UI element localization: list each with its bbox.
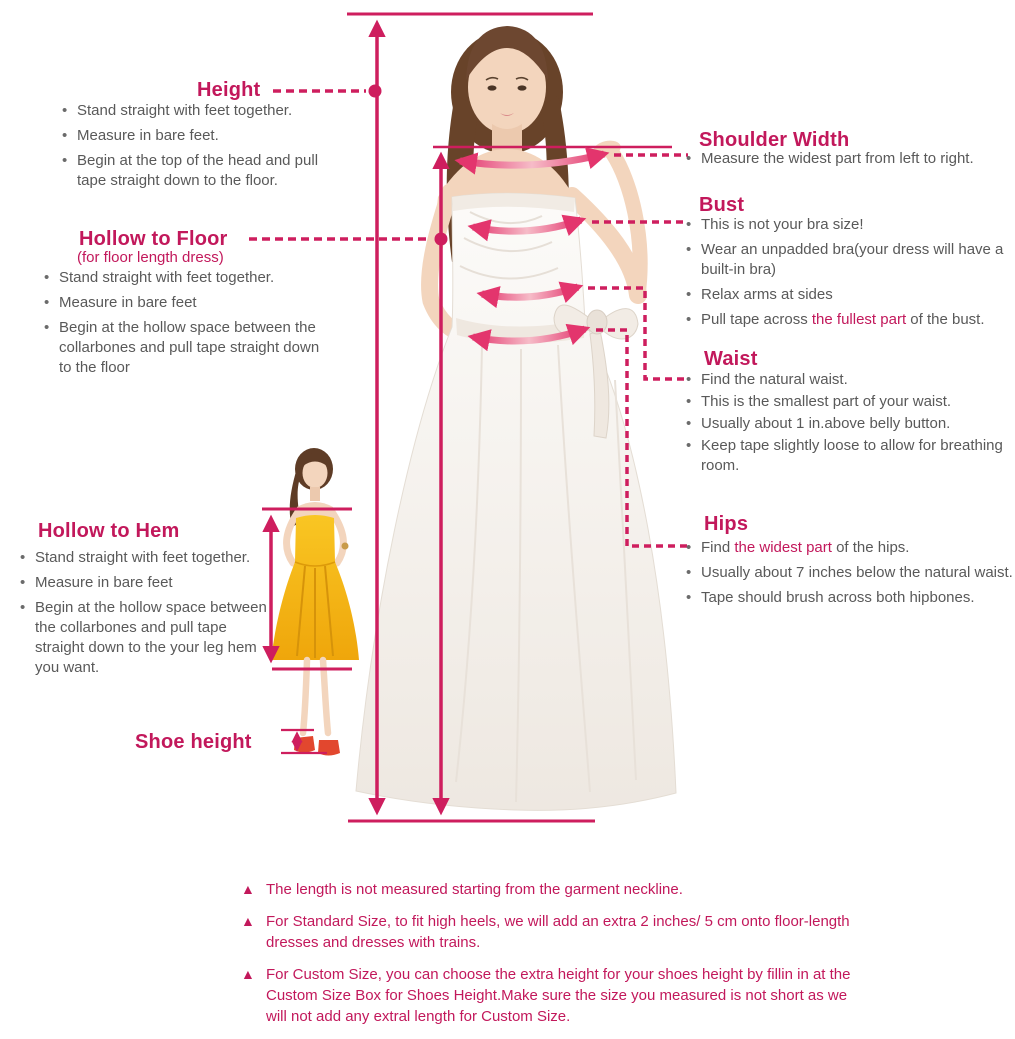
measurement-note [241,879,863,900]
waist-label-connector [588,288,688,379]
bust-instruction [684,310,1015,330]
warning-triangle-icon: ▲ [241,913,255,929]
measurement-notes-list [241,879,863,1038]
bust-instruction [684,240,1015,280]
hips-instruction-text: Tape should brush across both hipbones. [701,589,975,606]
bust-section-title: Bust [699,194,745,216]
hips-measure-arrow [473,329,688,546]
height-instruction-text: Begin at the top of the head and pull tape straight down to the floor. [77,152,319,189]
waist-instruction-text: Usually about 1 in.above belly button. [701,415,951,432]
hollow-to-hem-instruction-text: Stand straight with feet together. [35,549,251,566]
hips-instruction [684,538,1015,558]
warning-triangle-icon: ▲ [241,881,255,897]
warning-triangle-icon: ▲ [241,966,255,982]
waist-instruction [684,414,1015,434]
bust-instruction-text: Relax arms at sides [701,286,833,303]
waist-instruction-text: Find the natural waist. [701,371,848,388]
shoulder-width-instructions-list [684,149,1015,171]
waist-instructions-list [684,370,1015,478]
hips-instruction [684,563,1015,583]
bust-instruction [684,285,1015,305]
bust-instruction-text: Pull tape across the fullest part of the bust. [701,311,985,328]
hollow-to-hem-instruction [18,573,270,593]
height-instruction-text: Stand straight with feet together. [77,102,293,119]
shoulder-width-section-title: Shoulder Width [699,129,850,151]
waist-instruction [684,370,1015,390]
highlighted-phrase: the fullest part [811,311,907,328]
shoe-height-measure-bracket [281,730,327,753]
hollow-to-floor-measure-arrow [249,156,448,811]
waist-section-title: Waist [704,348,758,370]
hollow-to-hem-instruction [18,548,270,568]
hips-instruction-text: Find the widest part of the hips. [701,539,910,556]
shoulder-width-instruction-text: Measure the widest part from left to right. [701,150,974,167]
waist-instruction-text: Keep tape slightly loose to allow for breathing room. [701,437,1003,474]
hollow-to-hem-instructions-list [18,548,270,683]
height-section-title: Height [197,79,261,101]
bust-instructions-list [684,215,1015,335]
hollow-to-floor-instruction-text: Stand straight with feet together. [59,269,275,286]
bust-instruction-text: This is not your bra size! [701,216,864,233]
hollow-to-floor-instruction-text: Begin at the hollow space between the collarbones and pull tape straight down to the floor [59,319,320,376]
hips-instruction [684,588,1015,608]
highlighted-phrase: the widest part [734,539,832,556]
waist-instruction [684,392,1015,412]
hollow-to-hem-section-title: Hollow to Hem [38,520,180,542]
shoulder-width-instruction [684,149,1015,169]
bust-instruction-text: Wear an unpadded bra(your dress will have a built-in bra) [701,241,1004,278]
hollow-to-floor-instruction [42,293,322,313]
hollow-to-floor-section-title: Hollow to Floor [79,228,228,250]
hips-section-title: Hips [704,513,749,535]
measurement-note-text: For Custom Size, you can choose the extra height for your shoes height by fillin in at the Custom Size Box for Shoes Height.Make sure the size you measured is not short as we will not add any extral length for Custom Size. [266,966,851,1025]
height-instruction-text: Measure in bare feet. [77,127,219,144]
hollow-to-floor-instruction [42,318,322,378]
bust-measure-arrow [473,220,688,231]
height-instructions-list [60,101,322,196]
height-instruction [60,126,322,146]
waist-instruction [684,436,1015,476]
waist-instruction-text: This is the smallest part of your waist. [701,393,952,410]
hips-instruction-text: Usually about 7 inches below the natural waist. [701,564,1013,581]
measurement-note [241,964,863,1027]
hollow-to-floor-instruction [42,268,322,288]
height-instruction [60,151,322,191]
measurement-note-text: For Standard Size, to fit high heels, we will add an extra 2 inches/ 5 cm onto floor-length dresses and dresses with trains. [266,913,850,951]
hollow-to-floor-instruction-text: Measure in bare feet [59,294,197,311]
hips-label-connector [596,330,688,546]
hollow-to-hem-instruction [18,598,270,678]
waist-measure-arrow [482,287,688,379]
measurement-note-text: The length is not measured starting from the garment neckline. [266,881,683,898]
measurement-note [241,911,863,953]
hollow-to-floor-instructions-list [42,268,322,383]
height-instruction [60,101,322,121]
hollow-to-floor-subtitle: (for floor length dress) [77,249,224,266]
shoe-height-label: Shoe height [135,731,252,753]
hollow-to-hem-instruction-text: Begin at the hollow space between the collarbones and pull tape straight down to the your leg hem you want. [35,599,267,676]
hips-instructions-list [684,538,1015,613]
shoulder-width-measure-arrow [433,147,688,165]
hollow-to-hem-instruction-text: Measure in bare feet [35,574,173,591]
hollow-to-hem-measure-arrow [262,509,352,669]
bust-instruction [684,215,1015,235]
